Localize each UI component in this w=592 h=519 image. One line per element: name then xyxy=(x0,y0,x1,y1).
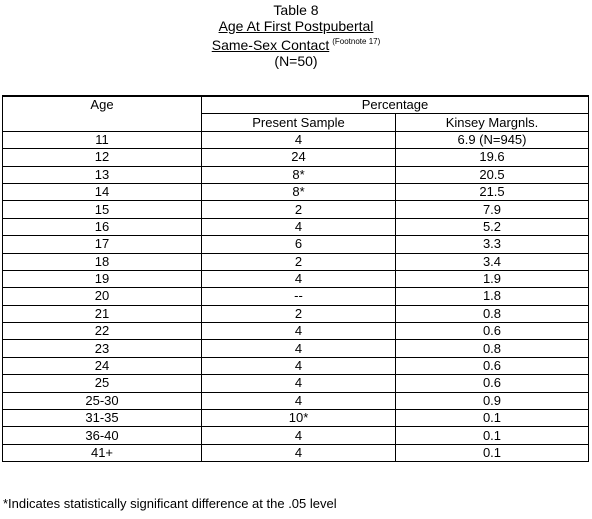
table-row xyxy=(3,410,589,427)
age-cell: 15 xyxy=(3,201,202,218)
present-sample-cell: 10* xyxy=(202,410,396,427)
kinsey-cell: 3.4 xyxy=(396,253,589,270)
kinsey-cell: 3.3 xyxy=(396,236,589,253)
table-row xyxy=(3,236,589,253)
present-sample-cell: 6 xyxy=(202,236,396,253)
kinsey-cell: 21.5 xyxy=(396,183,589,200)
age-cell: 13 xyxy=(3,166,202,183)
table-title-block xyxy=(0,2,592,69)
age-cell: 19 xyxy=(3,270,202,287)
table-row xyxy=(3,357,589,374)
age-cell: 17 xyxy=(3,236,202,253)
header-kinsey: Kinsey Margnls. xyxy=(396,114,589,131)
age-cell: 14 xyxy=(3,183,202,200)
table-row xyxy=(3,427,589,444)
table-row xyxy=(3,270,589,287)
table-row xyxy=(3,392,589,409)
age-cell: 24 xyxy=(3,357,202,374)
kinsey-cell: 5.2 xyxy=(396,218,589,235)
table-row xyxy=(3,183,589,200)
present-sample-cell: 4 xyxy=(202,218,396,235)
age-table xyxy=(2,95,589,462)
kinsey-cell: 1.8 xyxy=(396,288,589,305)
header-age: Age xyxy=(3,96,202,131)
present-sample-cell: 4 xyxy=(202,357,396,374)
footnote-reference: (Footnote 17) xyxy=(332,37,381,46)
age-cell: 25 xyxy=(3,375,202,392)
present-sample-cell: 2 xyxy=(202,201,396,218)
table-row xyxy=(3,340,589,357)
table-row xyxy=(3,201,589,218)
table-row xyxy=(3,375,589,392)
footnote-text: *Indicates statistically significant difference at the .05 level xyxy=(3,496,337,511)
present-sample-cell: -- xyxy=(202,288,396,305)
kinsey-cell: 7.9 xyxy=(396,201,589,218)
header-present-sample: Present Sample xyxy=(202,114,396,131)
age-cell: 25-30 xyxy=(3,392,202,409)
present-sample-cell: 4 xyxy=(202,427,396,444)
table-number: Table 8 xyxy=(273,2,319,18)
table-row xyxy=(3,218,589,235)
present-sample-cell: 4 xyxy=(202,323,396,340)
table-row xyxy=(3,323,589,340)
kinsey-cell: 0.1 xyxy=(396,410,589,427)
present-sample-cell: 8* xyxy=(202,166,396,183)
age-cell: 20 xyxy=(3,288,202,305)
table-row xyxy=(3,253,589,270)
table-row xyxy=(3,444,589,461)
sample-size: (N=50) xyxy=(274,53,318,69)
table-title-line2-wrap xyxy=(0,34,592,53)
kinsey-cell: 19.6 xyxy=(396,149,589,166)
header-percentage: Percentage xyxy=(202,96,589,114)
present-sample-cell: 2 xyxy=(202,305,396,322)
table-title-line2: Same-Sex Contact xyxy=(211,37,330,53)
table-row xyxy=(3,131,589,148)
age-cell: 11 xyxy=(3,131,202,148)
table-body xyxy=(3,131,589,461)
age-cell: 18 xyxy=(3,253,202,270)
present-sample-cell: 4 xyxy=(202,375,396,392)
age-cell: 16 xyxy=(3,218,202,235)
kinsey-cell: 0.6 xyxy=(396,323,589,340)
table-row xyxy=(3,166,589,183)
age-cell: 12 xyxy=(3,149,202,166)
age-cell: 23 xyxy=(3,340,202,357)
age-cell: 22 xyxy=(3,323,202,340)
age-cell: 36-40 xyxy=(3,427,202,444)
present-sample-cell: 4 xyxy=(202,340,396,357)
kinsey-cell: 0.9 xyxy=(396,392,589,409)
age-cell: 21 xyxy=(3,305,202,322)
kinsey-cell: 0.1 xyxy=(396,427,589,444)
present-sample-cell: 4 xyxy=(202,131,396,148)
table-row xyxy=(3,288,589,305)
kinsey-cell: 6.9 (N=945) xyxy=(396,131,589,148)
table-title-line1: Age At First Postpubertal xyxy=(218,18,374,34)
age-cell: 41+ xyxy=(3,444,202,461)
table-row xyxy=(3,305,589,322)
kinsey-cell: 0.6 xyxy=(396,375,589,392)
kinsey-cell: 0.6 xyxy=(396,357,589,374)
kinsey-cell: 0.8 xyxy=(396,305,589,322)
present-sample-cell: 24 xyxy=(202,149,396,166)
present-sample-cell: 4 xyxy=(202,444,396,461)
kinsey-cell: 0.8 xyxy=(396,340,589,357)
kinsey-cell: 20.5 xyxy=(396,166,589,183)
age-cell: 31-35 xyxy=(3,410,202,427)
kinsey-cell: 1.9 xyxy=(396,270,589,287)
present-sample-cell: 4 xyxy=(202,392,396,409)
present-sample-cell: 8* xyxy=(202,183,396,200)
present-sample-cell: 4 xyxy=(202,270,396,287)
present-sample-cell: 2 xyxy=(202,253,396,270)
table-row xyxy=(3,149,589,166)
kinsey-cell: 0.1 xyxy=(396,444,589,461)
